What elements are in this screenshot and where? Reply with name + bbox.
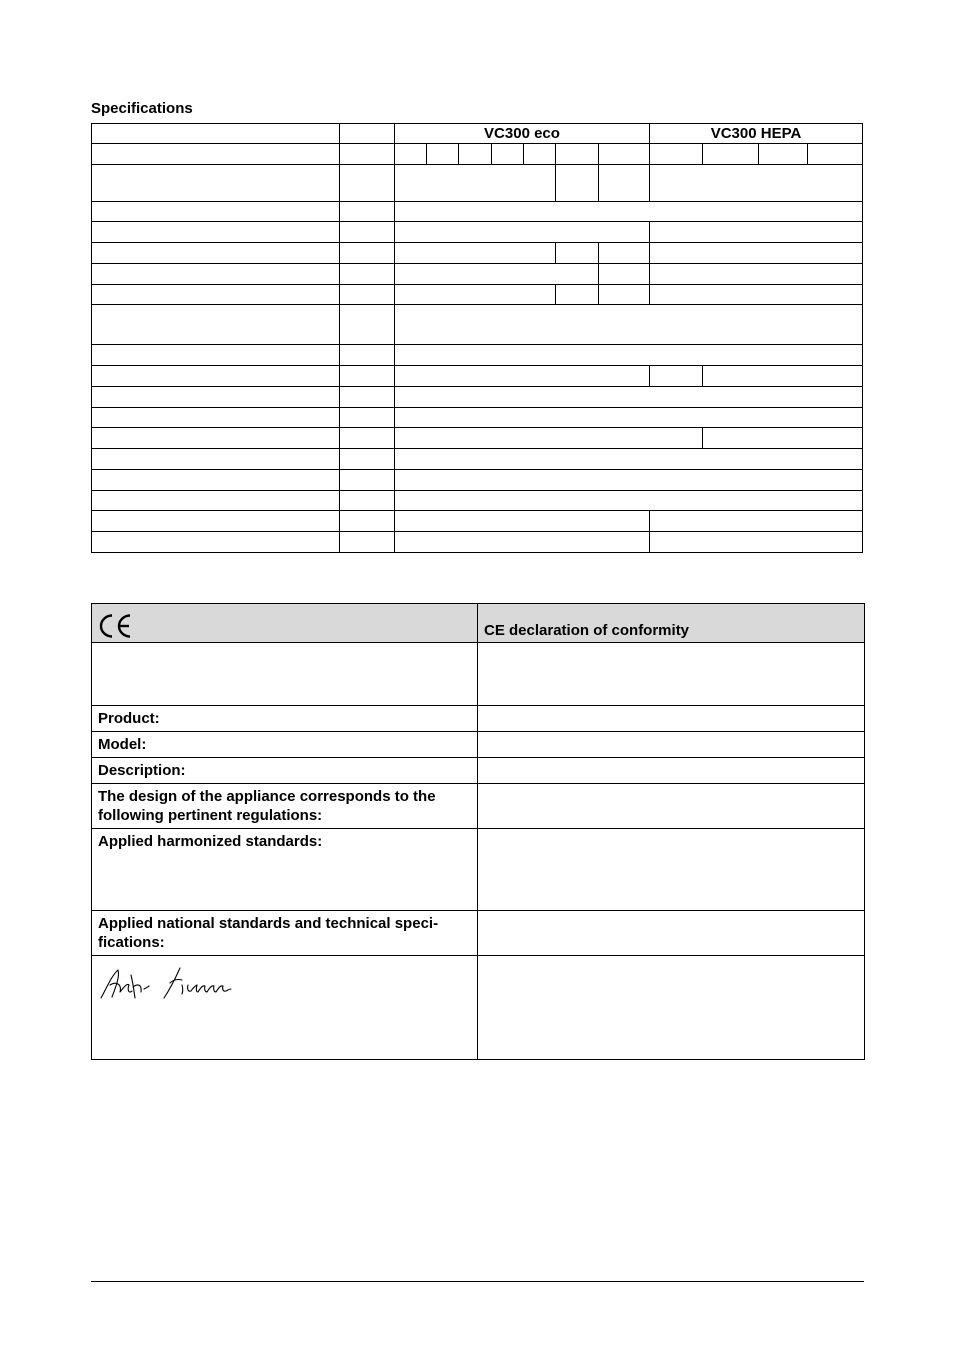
grid-hline xyxy=(91,427,863,428)
ce-value-cell xyxy=(478,784,865,829)
model-header-eco: VC300 eco xyxy=(484,125,560,142)
grid-vline xyxy=(598,164,599,202)
grid-hline xyxy=(91,510,863,511)
grid-hline xyxy=(91,263,863,264)
grid-vline xyxy=(649,242,650,264)
grid-vline xyxy=(394,123,395,553)
grid-vline xyxy=(649,510,650,553)
ce-row xyxy=(92,706,865,732)
grid-hline xyxy=(91,469,863,470)
signature-image xyxy=(98,965,238,1001)
ce-empty-cell xyxy=(478,643,865,706)
ce-declaration-table xyxy=(91,603,865,1060)
grid-hline xyxy=(91,365,863,366)
ce-label-model: Model: xyxy=(92,732,478,758)
grid-hline xyxy=(91,164,863,165)
grid-hline xyxy=(91,221,863,222)
grid-hline xyxy=(91,201,863,202)
grid-vline xyxy=(758,143,759,165)
grid-hline xyxy=(91,552,863,553)
grid-hline xyxy=(91,386,863,387)
grid-vline xyxy=(649,123,650,202)
ce-row xyxy=(92,911,865,956)
grid-vline xyxy=(491,143,492,165)
ce-value-cell xyxy=(478,758,865,784)
grid-hline xyxy=(91,531,863,532)
ce-signature-row xyxy=(92,956,865,1060)
ce-label-national-standards: Applied national standards and technical speci-fications: xyxy=(92,911,478,956)
grid-hline xyxy=(91,123,863,124)
ce-title: CE declaration of conformity xyxy=(478,604,865,643)
grid-vline xyxy=(339,123,340,553)
grid-hline xyxy=(91,284,863,285)
ce-label-product: Product: xyxy=(92,706,478,732)
ce-mark-icon xyxy=(98,612,132,640)
grid-vline xyxy=(702,365,703,387)
grid-hline xyxy=(91,242,863,243)
ce-mark-cell xyxy=(92,604,478,643)
grid-vline xyxy=(598,284,599,305)
ce-row xyxy=(92,784,865,829)
grid-vline xyxy=(91,123,92,553)
grid-vline xyxy=(458,143,459,165)
ce-row xyxy=(92,732,865,758)
grid-vline xyxy=(426,143,427,165)
signature-cell xyxy=(92,956,478,1060)
grid-hline xyxy=(91,304,863,305)
grid-vline xyxy=(598,143,599,165)
model-header-hepa: VC300 HEPA xyxy=(710,125,802,142)
ce-label-description: Description: xyxy=(92,758,478,784)
footer-rule xyxy=(91,1281,864,1282)
grid-vline xyxy=(555,164,556,202)
grid-vline xyxy=(649,365,650,387)
ce-row xyxy=(92,829,865,911)
ce-value-cell xyxy=(478,829,865,911)
grid-vline xyxy=(702,427,703,449)
ce-label-regulations: The design of the appliance corresponds to the following pertinent regulations: xyxy=(92,784,478,829)
grid-vline xyxy=(702,143,703,165)
grid-vline xyxy=(598,263,599,285)
grid-vline xyxy=(598,242,599,264)
grid-vline xyxy=(523,143,524,165)
ce-row xyxy=(92,758,865,784)
grid-vline xyxy=(555,242,556,264)
ce-value-cell xyxy=(478,732,865,758)
grid-vline xyxy=(555,143,556,165)
grid-hline xyxy=(91,407,863,408)
grid-hline xyxy=(91,143,863,144)
ce-header-row xyxy=(92,604,865,643)
grid-vline xyxy=(555,284,556,305)
grid-vline xyxy=(649,284,650,305)
grid-hline xyxy=(91,490,863,491)
specifications-title: Specifications xyxy=(91,100,193,117)
grid-vline xyxy=(807,143,808,165)
ce-value-cell xyxy=(478,706,865,732)
ce-row xyxy=(92,643,865,706)
grid-hline xyxy=(91,448,863,449)
grid-hline xyxy=(91,344,863,345)
grid-vline xyxy=(649,221,650,243)
ce-value-cell xyxy=(478,911,865,956)
ce-label-harmonized-standards: Applied harmonized standards: xyxy=(92,829,478,911)
ce-empty-cell xyxy=(92,643,478,706)
grid-vline xyxy=(649,263,650,285)
grid-vline xyxy=(862,123,863,553)
ce-value-cell xyxy=(478,956,865,1060)
